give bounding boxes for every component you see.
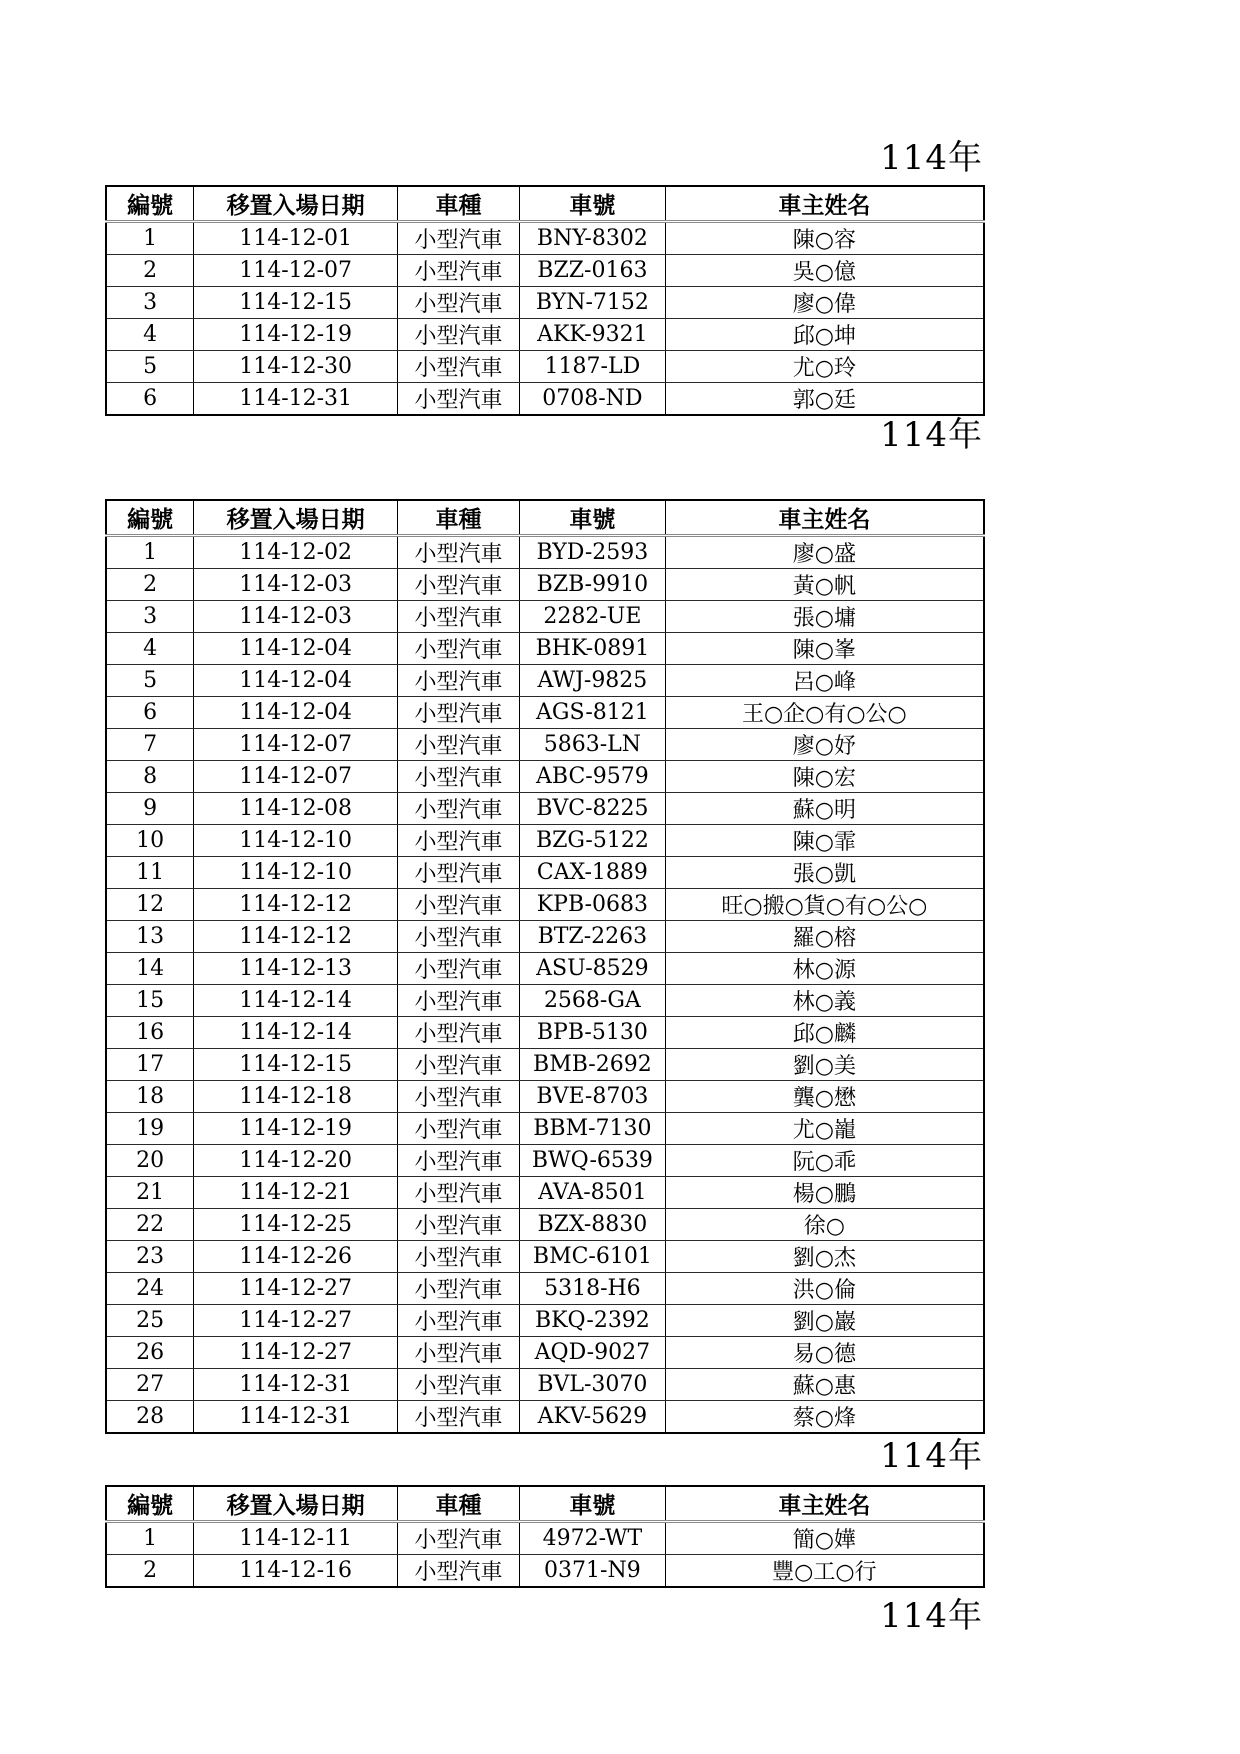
table-cell: 114-12-31	[194, 383, 398, 416]
table-row	[106, 1337, 984, 1369]
table-cell: BMC-6101	[520, 1241, 666, 1273]
header-row	[106, 1486, 984, 1522]
table-cell: 小型汽車	[397, 889, 519, 921]
table-cell: 陳○霏	[665, 825, 984, 857]
table-cell: 114-12-20	[194, 1145, 398, 1177]
table-cell: 小型汽車	[397, 1241, 519, 1273]
table-cell: 蘇○惠	[665, 1369, 984, 1401]
column-header: 車種	[397, 1486, 519, 1522]
table-row	[106, 1522, 984, 1555]
table-row	[106, 889, 984, 921]
table-cell: 小型汽車	[397, 1017, 519, 1049]
table-cell: 小型汽車	[397, 255, 519, 287]
table-cell: 114-12-12	[194, 921, 398, 953]
table-cell: 小型汽車	[397, 222, 519, 255]
table-row	[106, 1177, 984, 1209]
vehicle-table-2	[105, 499, 985, 1434]
table-cell: 11	[106, 857, 194, 889]
column-header: 移置入場日期	[194, 500, 398, 536]
table-row	[106, 1209, 984, 1241]
table-cell: 郭○廷	[665, 383, 984, 416]
table-cell: 小型汽車	[397, 633, 519, 665]
table-cell: 陳○容	[665, 222, 984, 255]
table-cell: 簡○嬅	[665, 1522, 984, 1555]
table-cell: 17	[106, 1049, 194, 1081]
column-header: 車號	[520, 500, 666, 536]
table-cell: BTZ-2263	[520, 921, 666, 953]
table-cell: 114-12-25	[194, 1209, 398, 1241]
table-cell: 22	[106, 1209, 194, 1241]
table-body	[106, 1522, 984, 1588]
table-cell: 3	[106, 287, 194, 319]
table-cell: BVC-8225	[520, 793, 666, 825]
table-cell: 小型汽車	[397, 1081, 519, 1113]
table-cell: BZB-9910	[520, 569, 666, 601]
table-cell: 5	[106, 351, 194, 383]
table-row	[106, 1401, 984, 1434]
table-cell: AWJ-9825	[520, 665, 666, 697]
table-cell: 13	[106, 921, 194, 953]
column-header: 移置入場日期	[194, 1486, 398, 1522]
column-header: 車種	[397, 186, 519, 222]
table-row	[106, 665, 984, 697]
table-cell: 114-12-04	[194, 633, 398, 665]
table-cell: 4	[106, 633, 194, 665]
table-cell: 小型汽車	[397, 1522, 519, 1555]
table-cell: 1	[106, 222, 194, 255]
table-cell: 25	[106, 1305, 194, 1337]
table-cell: 龔○懋	[665, 1081, 984, 1113]
table-cell: 114-12-07	[194, 255, 398, 287]
table-cell: 小型汽車	[397, 1177, 519, 1209]
table-cell: 8	[106, 761, 194, 793]
year-label: 114年	[880, 138, 983, 178]
table-cell: 1	[106, 1522, 194, 1555]
table-cell: 小型汽車	[397, 1209, 519, 1241]
table-row	[106, 729, 984, 761]
table-cell: 1	[106, 536, 194, 569]
table-row	[106, 536, 984, 569]
table-cell: 蘇○明	[665, 793, 984, 825]
table-cell: 4972-WT	[520, 1522, 666, 1555]
table-cell: 1187-LD	[520, 351, 666, 383]
table-cell: 114-12-18	[194, 1081, 398, 1113]
column-header: 車種	[397, 500, 519, 536]
table-row	[106, 222, 984, 255]
column-header: 車號	[520, 186, 666, 222]
table-row	[106, 255, 984, 287]
table-cell: 蔡○烽	[665, 1401, 984, 1434]
table-cell: 0708-ND	[520, 383, 666, 416]
table-cell: AVA-8501	[520, 1177, 666, 1209]
table-cell: 26	[106, 1337, 194, 1369]
year-label: 114年	[880, 415, 983, 455]
table-cell: 易○德	[665, 1337, 984, 1369]
table-cell: 16	[106, 1017, 194, 1049]
year-label: 114年	[880, 1596, 983, 1636]
table-row	[106, 1049, 984, 1081]
table-cell: 小型汽車	[397, 793, 519, 825]
table-row	[106, 569, 984, 601]
table-cell: 小型汽車	[397, 1555, 519, 1588]
column-header: 編號	[106, 1486, 194, 1522]
table-cell: 小型汽車	[397, 1145, 519, 1177]
table-row	[106, 793, 984, 825]
column-header: 車主姓名	[665, 1486, 984, 1522]
table-cell: 劉○巖	[665, 1305, 984, 1337]
table-cell: 12	[106, 889, 194, 921]
table-cell: 9	[106, 793, 194, 825]
table-cell: 6	[106, 383, 194, 416]
table-cell: 114-12-27	[194, 1273, 398, 1305]
table-cell: 小型汽車	[397, 601, 519, 633]
page-content	[105, 0, 985, 1634]
table-cell: 小型汽車	[397, 569, 519, 601]
table-cell: BYN-7152	[520, 287, 666, 319]
year-label: 114年	[880, 1436, 983, 1476]
table-cell: 114-12-19	[194, 319, 398, 351]
table-cell: 張○墉	[665, 601, 984, 633]
table-cell: 114-12-31	[194, 1369, 398, 1401]
table-cell: 吳○億	[665, 255, 984, 287]
table-cell: 小型汽車	[397, 1337, 519, 1369]
table-cell: 114-12-13	[194, 953, 398, 985]
table-row	[106, 383, 984, 416]
table-cell: BZX-8830	[520, 1209, 666, 1241]
table-cell: 114-12-08	[194, 793, 398, 825]
table-cell: 陳○宏	[665, 761, 984, 793]
table-cell: 4	[106, 319, 194, 351]
column-header: 移置入場日期	[194, 186, 398, 222]
table-cell: BMB-2692	[520, 1049, 666, 1081]
table-cell: 洪○倫	[665, 1273, 984, 1305]
table-cell: 小型汽車	[397, 953, 519, 985]
table-cell: 15	[106, 985, 194, 1017]
table-cell: 小型汽車	[397, 1049, 519, 1081]
table-cell: 小型汽車	[397, 1305, 519, 1337]
table-cell: BBM-7130	[520, 1113, 666, 1145]
table-cell: 3	[106, 601, 194, 633]
column-header: 車主姓名	[665, 500, 984, 536]
table-cell: 10	[106, 825, 194, 857]
table-cell: 阮○乖	[665, 1145, 984, 1177]
table-cell: 劉○杰	[665, 1241, 984, 1273]
table-cell: 114-12-14	[194, 985, 398, 1017]
table-cell: 14	[106, 953, 194, 985]
table-cell: 廖○偉	[665, 287, 984, 319]
table-cell: 114-12-02	[194, 536, 398, 569]
table-header	[106, 186, 984, 222]
table-row	[106, 985, 984, 1017]
table-row	[106, 1369, 984, 1401]
table-cell: 黃○帆	[665, 569, 984, 601]
table-cell: 19	[106, 1113, 194, 1145]
table-cell: 21	[106, 1177, 194, 1209]
table-cell: 20	[106, 1145, 194, 1177]
table-cell: 24	[106, 1273, 194, 1305]
table-cell: 小型汽車	[397, 729, 519, 761]
table-cell: 小型汽車	[397, 857, 519, 889]
table-cell: 114-12-07	[194, 729, 398, 761]
table-cell: 114-12-04	[194, 697, 398, 729]
table-cell: 呂○峰	[665, 665, 984, 697]
table-cell: 114-12-31	[194, 1401, 398, 1434]
table-cell: 旺○搬○貨○有○公○	[665, 889, 984, 921]
table-cell: 邱○坤	[665, 319, 984, 351]
table-cell: 114-12-19	[194, 1113, 398, 1145]
table-cell: 114-12-14	[194, 1017, 398, 1049]
table-row	[106, 953, 984, 985]
table-row	[106, 761, 984, 793]
table-row	[106, 1555, 984, 1588]
table-cell: 6	[106, 697, 194, 729]
table-row	[106, 857, 984, 889]
table-cell: 28	[106, 1401, 194, 1434]
table-cell: ASU-8529	[520, 953, 666, 985]
table-cell: 7	[106, 729, 194, 761]
table-cell: 114-12-04	[194, 665, 398, 697]
table-cell: 小型汽車	[397, 383, 519, 416]
table-cell: 小型汽車	[397, 985, 519, 1017]
table-cell: 27	[106, 1369, 194, 1401]
vehicle-table-3	[105, 1485, 985, 1588]
table-row	[106, 697, 984, 729]
table-cell: 114-12-12	[194, 889, 398, 921]
table-cell: BVE-8703	[520, 1081, 666, 1113]
table-cell: 114-12-15	[194, 287, 398, 319]
table-row	[106, 1241, 984, 1273]
table-cell: 小型汽車	[397, 287, 519, 319]
table-row	[106, 287, 984, 319]
table-cell: 小型汽車	[397, 1369, 519, 1401]
table-cell: 2568-GA	[520, 985, 666, 1017]
table-cell: 2282-UE	[520, 601, 666, 633]
table-cell: 18	[106, 1081, 194, 1113]
table-cell: BYD-2593	[520, 536, 666, 569]
table-cell: 楊○鵬	[665, 1177, 984, 1209]
table-row	[106, 1145, 984, 1177]
table-cell: 5863-LN	[520, 729, 666, 761]
table-cell: 小型汽車	[397, 665, 519, 697]
table-cell: BVL-3070	[520, 1369, 666, 1401]
table-cell: 林○源	[665, 953, 984, 985]
table-row	[106, 1305, 984, 1337]
table-cell: 小型汽車	[397, 921, 519, 953]
table-cell: BZZ-0163	[520, 255, 666, 287]
table-cell: 小型汽車	[397, 1113, 519, 1145]
table-cell: 114-12-26	[194, 1241, 398, 1273]
table-cell: KPB-0683	[520, 889, 666, 921]
table-row	[106, 921, 984, 953]
table-cell: AKK-9321	[520, 319, 666, 351]
table-cell: 114-12-03	[194, 569, 398, 601]
table-cell: BNY-8302	[520, 222, 666, 255]
table-cell: 114-12-10	[194, 857, 398, 889]
table-header	[106, 1486, 984, 1522]
table-cell: 徐○	[665, 1209, 984, 1241]
table-cell: BZG-5122	[520, 825, 666, 857]
table-body	[106, 536, 984, 1434]
table-cell: 尤○玲	[665, 351, 984, 383]
table-cell: 0371-N9	[520, 1555, 666, 1588]
table-row	[106, 825, 984, 857]
vehicle-table-1	[105, 185, 985, 416]
table-cell: 114-12-03	[194, 601, 398, 633]
table-row	[106, 1081, 984, 1113]
table-cell: 尤○巃	[665, 1113, 984, 1145]
table-cell: 114-12-01	[194, 222, 398, 255]
table-row	[106, 1273, 984, 1305]
table-cell: 張○凱	[665, 857, 984, 889]
table-header	[106, 500, 984, 536]
table-cell: 林○義	[665, 985, 984, 1017]
table-cell: 114-12-21	[194, 1177, 398, 1209]
table-body	[106, 222, 984, 416]
table-cell: 114-12-15	[194, 1049, 398, 1081]
table-cell: AQD-9027	[520, 1337, 666, 1369]
table-cell: BWQ-6539	[520, 1145, 666, 1177]
table-row	[106, 351, 984, 383]
table-cell: CAX-1889	[520, 857, 666, 889]
table-cell: 廖○妤	[665, 729, 984, 761]
table-row	[106, 1017, 984, 1049]
table-cell: 2	[106, 1555, 194, 1588]
table-cell: AGS-8121	[520, 697, 666, 729]
table-cell: 小型汽車	[397, 351, 519, 383]
table-cell: 23	[106, 1241, 194, 1273]
table-cell: 陳○峯	[665, 633, 984, 665]
table-cell: 豐○工○行	[665, 1555, 984, 1588]
table-cell: BPB-5130	[520, 1017, 666, 1049]
column-header: 車主姓名	[665, 186, 984, 222]
table-row	[106, 1113, 984, 1145]
table-cell: 羅○榕	[665, 921, 984, 953]
table-cell: BHK-0891	[520, 633, 666, 665]
column-header: 編號	[106, 186, 194, 222]
table-cell: 王○企○有○公○	[665, 697, 984, 729]
table-cell: 小型汽車	[397, 1401, 519, 1434]
table-cell: 114-12-27	[194, 1305, 398, 1337]
table-cell: 小型汽車	[397, 697, 519, 729]
table-cell: 小型汽車	[397, 1273, 519, 1305]
header-row	[106, 500, 984, 536]
table-cell: 小型汽車	[397, 319, 519, 351]
table-cell: 114-12-10	[194, 825, 398, 857]
table-cell: 114-12-30	[194, 351, 398, 383]
table-cell: 114-12-11	[194, 1522, 398, 1555]
table-cell: 小型汽車	[397, 761, 519, 793]
table-cell: AKV-5629	[520, 1401, 666, 1434]
table-cell: ABC-9579	[520, 761, 666, 793]
table-cell: 廖○盛	[665, 536, 984, 569]
table-cell: 114-12-07	[194, 761, 398, 793]
table-cell: 小型汽車	[397, 825, 519, 857]
table-cell: BKQ-2392	[520, 1305, 666, 1337]
table-cell: 2	[106, 255, 194, 287]
table-row	[106, 633, 984, 665]
table-cell: 小型汽車	[397, 536, 519, 569]
column-header: 編號	[106, 500, 194, 536]
table-cell: 2	[106, 569, 194, 601]
table-cell: 劉○美	[665, 1049, 984, 1081]
table-cell: 邱○麟	[665, 1017, 984, 1049]
column-header: 車號	[520, 1486, 666, 1522]
table-cell: 114-12-16	[194, 1555, 398, 1588]
table-cell: 5	[106, 665, 194, 697]
table-row	[106, 319, 984, 351]
table-cell: 114-12-27	[194, 1337, 398, 1369]
table-cell: 5318-H6	[520, 1273, 666, 1305]
header-row	[106, 186, 984, 222]
table-row	[106, 601, 984, 633]
